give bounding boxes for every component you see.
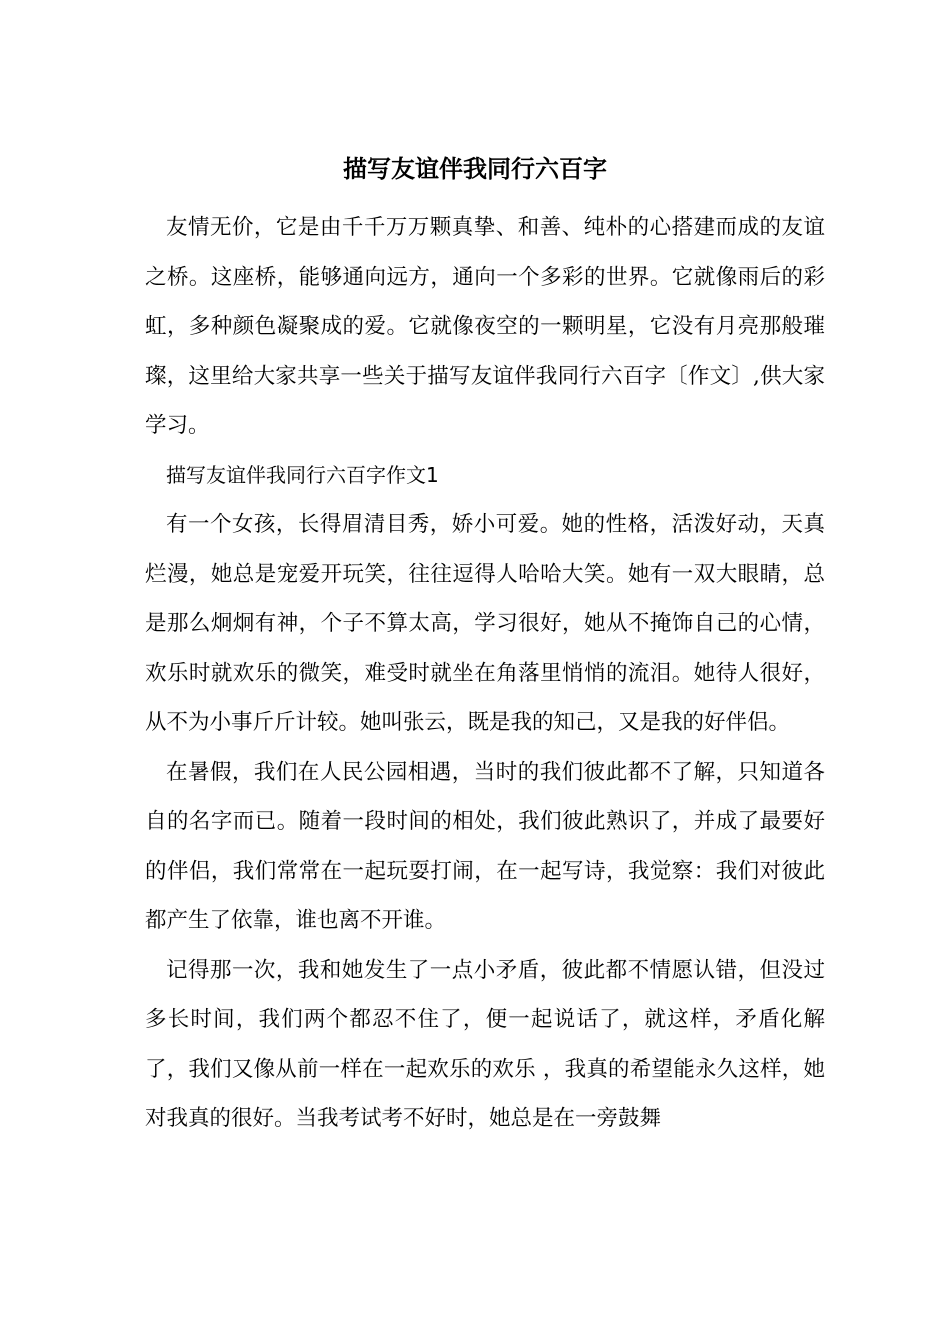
document-body xyxy=(145,203,825,1144)
document-title: 描写友谊伴我同行六百字 xyxy=(343,154,607,183)
body-paragraph: 在暑假，我们在人民公园相遇，当时的我们彼此都不了解，只知道各自的名字而已。随着一段时间的相处，我们彼此熟识了，并成了最要好的伴侣，我们常常在一起玩耍打闹，在一起写诗，我觉察：我们对彼此都产生了依靠，谁也离不开谁。 xyxy=(145,759,825,933)
body-paragraph: 有一个女孩，长得眉清目秀，娇小可爱。她的性格，活泼好动，天真烂漫，她总是宠爱开玩笑，往往逗得人哈哈大笑。她有一双大眼睛，总是那么炯炯有神，个子不算太高，学习很好，她从不掩饰自己的心情，欢乐时就欢乐的微笑，难受时就坐在角落里悄悄的流泪。她待人很好，从不为小事斤斤计较。她叫张云，既是我的知己，又是我的好伴侣。 xyxy=(145,512,825,735)
body-paragraph: 记得那一次，我和她发生了一点小矛盾，彼此都不情愿认错，但没过多长时间，我们两个都忍不住了，便一起说话了，就这样，矛盾化解了，我们又像从前一样在一起欢乐的欢乐 ，我真的希望能永久这样，她对我真的很好。当我考试考不好时，她总是在一旁鼓舞 xyxy=(145,957,825,1131)
intro-paragraph: 友情无价，它是由千千万万颗真挚、和善、纯朴的心搭建而成的友谊之桥。这座桥，能够通向远方，通向一个多彩的世界。它就像雨后的彩虹，多种颜色凝聚成的爱。它就像夜空的一颗明星，它没有月亮那般璀璨，这里给大家共享一些关于描写友谊伴我同行六百字〔作文〕,供大家学习。 xyxy=(145,215,825,438)
section-heading: 描写友谊伴我同行六百字作文1 xyxy=(166,462,439,487)
